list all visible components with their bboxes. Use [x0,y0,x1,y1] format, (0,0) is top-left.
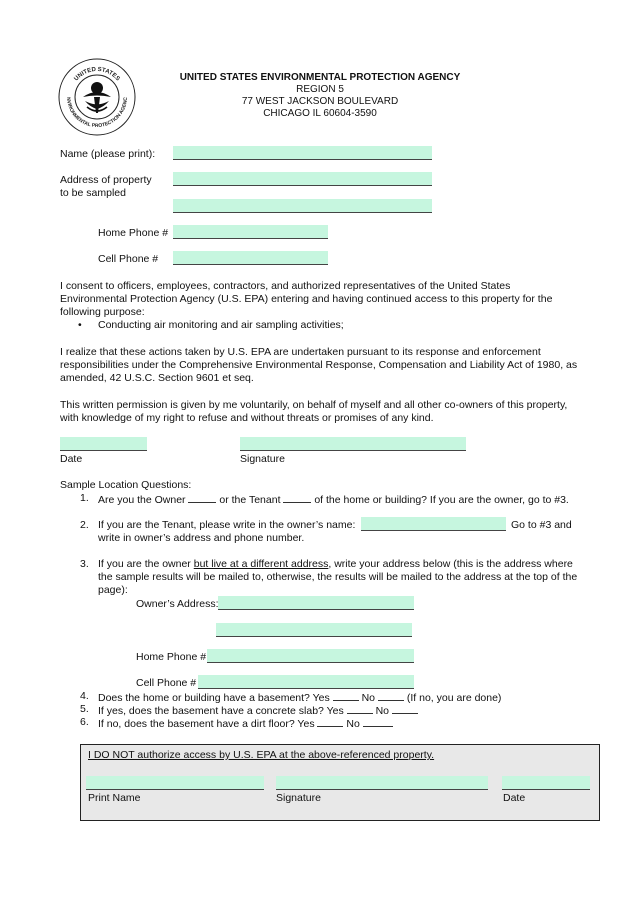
q4-no-blank[interactable] [378,690,404,701]
q4-no-text: No [361,692,376,704]
signature-label: Signature [240,453,285,465]
street-address: 77 WEST JACKSON BOULEVARD [241,96,399,107]
q5-no-text: No [375,705,390,717]
q6-no-blank[interactable] [363,716,393,727]
question-5 [98,703,418,717]
owner-cell-phone-field[interactable] [198,675,414,689]
q2-text: If you are the Tenant, please write in the owner’s name: [98,519,356,531]
refusal-signature-field[interactable] [276,776,488,790]
owner-home-phone-field[interactable] [207,649,414,663]
q1-owner-text: Are you the Owner [98,494,186,506]
epa-seal-icon [57,57,137,137]
q4-number: 4. [80,690,89,702]
home-phone-field[interactable] [173,225,328,239]
address-field-1[interactable] [173,172,432,186]
q1-tenant-blank[interactable] [283,492,311,503]
q2-goto-text: Go to #3 and [511,519,572,531]
owner-name-field[interactable] [361,517,506,531]
voluntary-paragraph: This written permission is given by me voluntarily, on behalf of myself and all other co-owners of this property, with knowledge of my right to refuse and without threats or promises of any kind. [60,399,568,424]
owner-home-phone-label: Home Phone # [136,651,207,663]
q6-yes-blank[interactable] [317,716,343,727]
owner-address-field-2[interactable] [216,623,412,637]
owner-address-field-1[interactable] [218,596,414,610]
region: REGION 5 [296,84,344,95]
cell-phone-field[interactable] [173,251,328,265]
owner-cell-phone-label: Cell Phone # [136,677,197,689]
address-label-line-2: to be sampled [60,187,126,199]
address-label-line-1: Address of property [60,174,152,186]
authority-paragraph: I realize that these actions taken by U.S. EPA are undertaken pursuant to its response and enforcement responsibilities under the Comprehensive Environmental Response, Compensation and Liability Act of 1980, as amended, 42 U.S.C. Section 9601 et seq. [60,346,578,384]
q6-text: If no, does the basement have a dirt floor? Yes [98,718,315,730]
name-field[interactable] [173,146,432,160]
owner-address-label: Owner’s Address: [136,598,219,610]
svg-text:ENVIRONMENTAL PROTECTION AGENC: NVIRONMENTAL PROTECTION AGENC [64,96,130,130]
name-label: Name (please print): [60,148,156,160]
q2-number: 2. [80,519,89,531]
q4-note: (If no, you are done) [406,692,502,704]
q6-no-text: No [346,718,360,730]
q6-number: 6. [80,716,89,728]
refusal-print-name-field[interactable] [86,776,264,790]
q5-yes-blank[interactable] [347,703,373,714]
refusal-date-field[interactable] [502,776,590,790]
signature-field[interactable] [240,437,466,451]
q3-underlined-text: but live at a different address [193,558,329,570]
q3-number: 3. [80,558,89,570]
q2-continue-text: write in owner’s address and phone number. [98,532,305,544]
questions-heading: Sample Location Questions: [60,479,192,491]
address-field-2[interactable] [173,199,432,213]
refusal-date-label: Date [503,792,526,804]
q1-tenant-text: or the Tenant [219,494,281,506]
q5-no-blank[interactable] [392,703,418,714]
q4-text: Does the home or building have a basement? Yes [98,692,330,704]
q3-text-a: If you are the owner [98,558,194,570]
svg-text:UNITED STATES: UNITED STATES [73,66,121,83]
q4-yes-blank[interactable] [333,690,359,701]
refusal-signature-label: Signature [276,792,321,804]
q1-rest-text: of the home or building? If you are the owner, go to #3. [314,494,569,506]
date-label: Date [60,453,83,465]
letterhead [160,72,480,120]
address-label [60,174,152,200]
q3-text-b: , write your address below (this is the address where the sample results will be mailed to, otherwise, the results will be mailed to the address at the top of the page): [98,558,578,596]
q5-text: If yes, does the basement have a concrete slab? Yes [98,705,344,717]
city-address: CHICAGO IL 60604-3590 [263,108,377,119]
question-1 [98,492,569,506]
purpose-bullet: Conducting air monitoring and air sampling activities; [98,319,344,331]
question-3 [98,558,580,597]
agency-name: UNITED STATES ENVIRONMENTAL PROTECTION AGENCY [179,72,461,83]
question-6 [98,716,393,730]
bullet-icon: • [78,319,82,331]
refusal-print-name-label: Print Name [88,792,141,804]
question-4 [98,690,501,704]
epa-seal [57,57,137,137]
q1-number: 1. [80,492,89,504]
q1-owner-blank[interactable] [188,492,216,503]
home-phone-label: Home Phone # [98,227,169,239]
cell-phone-label: Cell Phone # [98,253,159,265]
refusal-heading: I DO NOT authorize access by U.S. EPA at the above-referenced property. [88,749,435,761]
date-field[interactable] [60,437,147,451]
q5-number: 5. [80,703,89,715]
consent-paragraph: I consent to officers, employees, contractors, and authorized representatives of the United States Environmental Protection Agency (U.S. EPA) entering and having continued access to this property for the following purpose: [60,280,553,318]
